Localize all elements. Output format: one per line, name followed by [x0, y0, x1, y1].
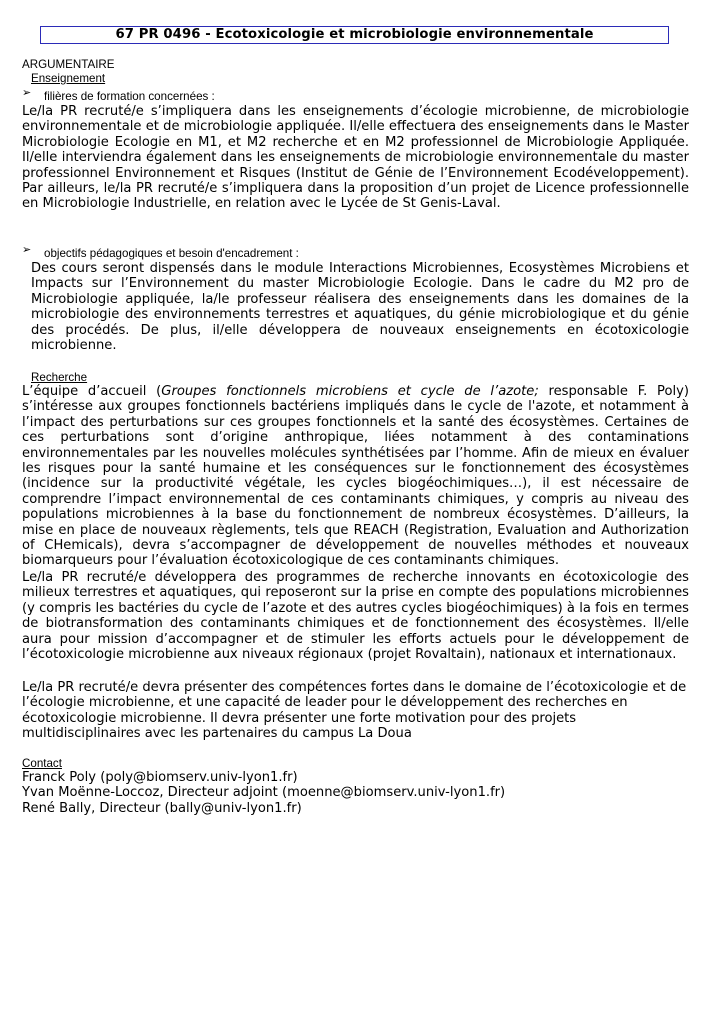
contact-list — [22, 770, 689, 816]
page-title: 67 PR 0496 - Ecotoxicologie et microbiologie environnementale — [40, 26, 669, 44]
recherche-paragraph-1 — [22, 384, 689, 569]
section-argumentaire: ARGUMENTAIRE — [22, 58, 115, 71]
recherche-paragraph-3: Le/la PR recruté/e devra présenter des compétences fortes dans le domaine de l’écotoxicologie et de l’écologie microbienne, et une capacité de leader pour le développement des recherches en écotoxicologie microbienne. Il devra présenter une forte motivation pour des projets multidisciplinaires avec les partenaires du campus La Doua — [22, 680, 687, 742]
bullet-icon: ➢ — [22, 243, 32, 256]
heading-contact: Contact — [22, 757, 62, 770]
team-name: Groupes fonctionnels microbiens et cycle de l’azote; — [161, 384, 539, 399]
heading-enseignement: Enseignement — [31, 72, 106, 85]
recherche-p1-rest: responsable F. Poly) s’intéresse aux groupes fonctionnels bactériens impliqués dans le cycle de l'azote, et notamment à l’impact des perturbations sur ces groupes fonctionnels et la santé des écosystèmes. Certaines de ces perturbations sont d’origine anthropique, liées notamment à des contaminations environnementales par les nouvelles molécules synthétisées par l’homme. Afin de mieux en évaluer les risques pour la santé humaine et les conséquences sur le fonctionnement des écosystèmes (incidence sur la productivité végétale, les cycles biogéochimiques…), il est nécessaire de comprendre l’impact environnemental de ces contaminants chimiques, y compris au niveau des populations microbiennes à la base du fonctionnement de nombreux écosystèmes. D’ailleurs, la mise en place de nouveaux règlements, tels que REACH (Registration, Evaluation and Authorization of CHemicals), devra s’accompagner de développement de nouvelles méthodes et nouveaux biomarqueurs pour l’évaluation écotoxicologique de ces contaminants chimiques. — [22, 384, 689, 569]
contact-line: Yvan Moënne-Loccoz, Directeur adjoint (moenne@biomserv.univ-lyon1.fr) — [22, 785, 506, 801]
bullet-icon: ➢ — [22, 86, 32, 99]
objectifs-label: objectifs pédagogiques et besoin d'encadrement : — [44, 247, 299, 260]
objectifs-paragraph: Des cours seront dispensés dans le module Interactions Microbiennes, Ecosystèmes Microbiens et Impacts sur l’Environnement du master Microbiologie Ecologie. Dans le cadre du M2 pro de Microbiologie appliquée, la/le professeur réalisera des enseignements dans les domaines de la microbiologie des environnements terrestres et aquatiques, du génie microbiologique et du génie des procédés. De plus, il/elle développera de nouveaux enseignements en écotoxicologie microbienne. — [31, 261, 689, 354]
contact-line: Franck Poly (poly@biomserv.univ-lyon1.fr) — [22, 770, 298, 785]
filieres-paragraph: Le/la PR recruté/e s’impliquera dans les enseignements d’écologie microbienne, de microbiologie environnementale et de microbiologie appliquée. Il/elle effectuera des enseignements dans le Master Microbiologie Ecologie en M1, et M2 recherche et en M2 professionnel de Microbiologie Appliquée. Il/elle interviendra également dans les enseignements de microbiologie environnementale du master professionnel Environnement et Risques (Institut de Génie de l’Environnement Ecodéveloppement). Par ailleurs, le/la PR recruté/e s’impliquera dans la proposition d’un projet de Licence professionnelle en Microbiologie Industrielle, en relation avec le Lycée de St Genis-Laval. — [22, 104, 689, 212]
recherche-p1-prefix: L’équipe d’accueil ( — [22, 384, 162, 399]
heading-recherche: Recherche — [31, 371, 88, 384]
recherche-paragraph-2: Le/la PR recruté/e développera des programmes de recherche innovants en écotoxicologie des milieux terrestres et aquatiques, qui reposeront sur la prise en compte des populations microbiennes (y compris les bactéries du cycle de l’azote et des autres cycles biogéochimiques) à la fois en termes de biotransformation des contaminants chimiques et de fonctionnement des écosystèmes. Il/elle aura pour mission d’accompagner et de stimuler les efforts actuels pour le développement de l’écotoxicologie microbienne aux niveaux régionaux (projet Rovaltain), nationaux et internationaux. — [22, 570, 689, 663]
contact-line: René Bally, Directeur (bally@univ-lyon1.fr) — [22, 800, 302, 816]
filieres-label: filières de formation concernées : — [44, 90, 215, 103]
